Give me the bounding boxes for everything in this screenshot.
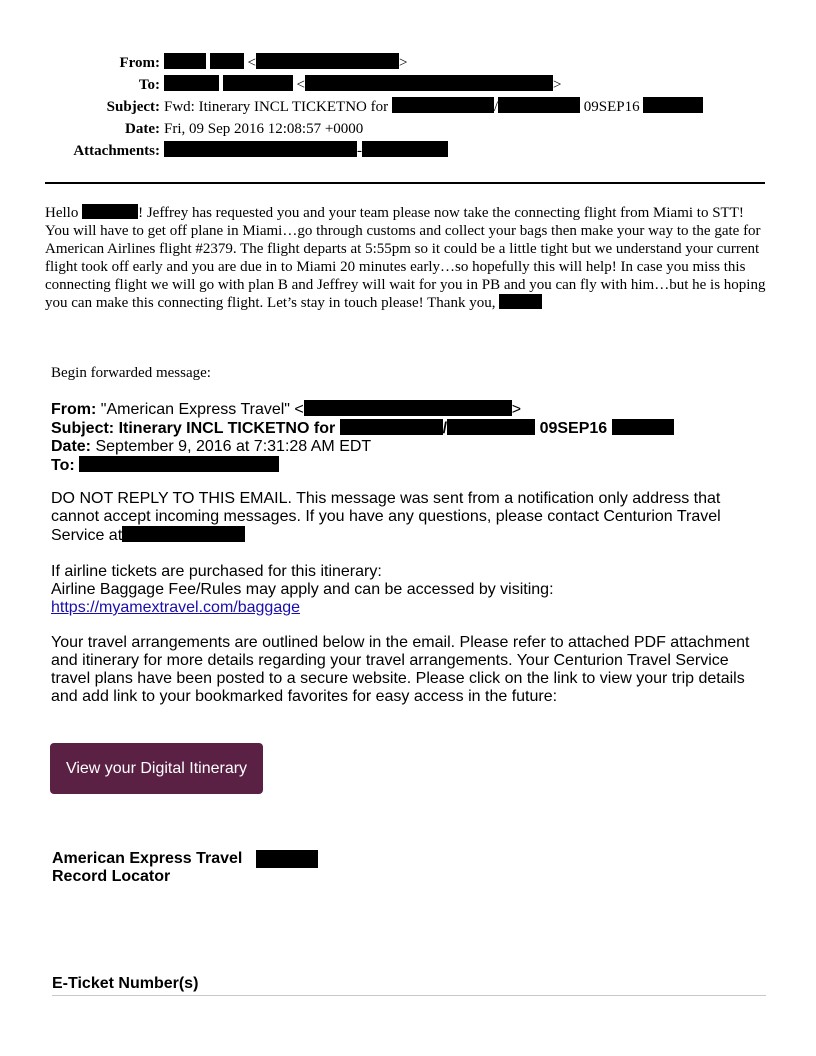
subject-value <box>164 96 703 118</box>
greeting: Hello <box>45 205 79 221</box>
attachments-label: Attachments: <box>73 143 160 159</box>
notice-paragraph <box>51 490 771 545</box>
redacted-fwd-subject-name-2 <box>447 419 535 435</box>
fwd-from-row <box>51 400 674 419</box>
redacted-fwd-subject-code <box>612 419 674 435</box>
email-header <box>0 52 816 162</box>
subject-date: 09SEP16 <box>583 99 640 115</box>
forwarded-header <box>51 400 674 475</box>
fwd-subject-label: Subject: <box>51 420 115 437</box>
from-label: From: <box>119 55 160 71</box>
record-locator-line-2: Record Locator <box>52 868 171 885</box>
arrangements-paragraph: Your travel arrangements are outlined below in the email. Please refer to attached PDF attachment and itinerary for more details regarding your travel arrangements. Your Centurion Travel Service travel plans have been posted to a secure website. Please click on the link to view your trip details and add link to your bookmarked favorites for easy access in the future: <box>51 634 750 705</box>
date-value: Fri, 09 Sep 2016 12:08:57 +0000 <box>164 121 364 137</box>
view-digital-itinerary-button[interactable]: View your Digital Itinerary <box>50 743 263 794</box>
from-lt: < <box>247 55 256 71</box>
to-row <box>0 74 816 96</box>
from-value <box>164 52 407 74</box>
baggage-line-2: Airline Baggage Fee/Rules may apply and can be accessed by visiting: <box>51 581 554 598</box>
eticket-heading: E-Ticket Number(s) <box>52 975 199 992</box>
fwd-to-label: To: <box>51 457 75 474</box>
subject-slash: / <box>493 99 499 115</box>
redacted-recipient-name <box>82 204 138 219</box>
redacted-fwd-subject-name-1 <box>340 419 443 435</box>
record-locator-label <box>52 850 242 886</box>
redacted-phone-number <box>122 526 245 542</box>
to-label: To: <box>138 77 160 93</box>
fwd-date-label: Date: <box>51 438 92 455</box>
fwd-date-row <box>51 438 674 456</box>
subject-label: Subject: <box>106 99 160 115</box>
fwd-subject-value: Itinerary INCL TICKETNO for <box>118 420 336 437</box>
fwd-to-row <box>51 456 674 475</box>
redacted-to-first-name <box>164 75 219 91</box>
fwd-from-gt: > <box>511 401 522 418</box>
redacted-to-last-name <box>223 75 293 91</box>
redacted-fwd-to-email <box>79 456 279 472</box>
to-gt: > <box>552 77 562 93</box>
fwd-from-value: "American Express Travel" < <box>100 401 304 418</box>
attachments-row <box>0 140 816 162</box>
date-label: Date: <box>125 121 160 137</box>
baggage-paragraph <box>51 563 771 617</box>
subject-row <box>0 96 816 118</box>
baggage-line-1: If airline tickets are purchased for this itinerary: <box>51 563 382 580</box>
header-divider <box>45 182 765 184</box>
fwd-date-value: September 9, 2016 at 7:31:28 AM EDT <box>95 438 372 455</box>
redacted-signature <box>499 294 542 309</box>
fwd-subject-slash: / <box>442 420 448 437</box>
date-row <box>0 118 816 140</box>
redacted-attachment-name <box>164 141 357 157</box>
redacted-from-first-name <box>164 53 206 69</box>
intro-body: ! Jeffrey has requested you and your team please now take the connecting flight from Miami to STT! You will have to get off plane in Miami…go through customs and collect your bags then make your way to the gate for American Airlines flight #2379. The flight departs at 5:55pm so it could be a little tight but we understand your current flight took off early and you are due in to Miami 20 minutes early…so hopefully this will help! In case you miss this connecting flight we will go with plan B and Jeffrey will wait for you in PB and you can fly with him…but he is hoping you can make this connecting flight. Let’s stay in touch please! Thank you, <box>45 205 766 311</box>
redacted-fwd-from-email <box>304 400 512 416</box>
attachment-dash: - <box>357 143 362 159</box>
fwd-subject-date: 09SEP16 <box>539 420 608 437</box>
redacted-attachment-suffix <box>362 141 448 157</box>
eticket-divider <box>52 995 766 996</box>
redacted-subject-name-1 <box>392 97 494 113</box>
redacted-to-email <box>305 75 553 91</box>
from-row <box>0 52 816 74</box>
subject-text: Fwd: Itinerary INCL TICKETNO for <box>164 99 389 115</box>
from-gt: > <box>398 55 408 71</box>
forwarded-begin: Begin forwarded message: <box>51 365 211 381</box>
redacted-from-email <box>256 53 399 69</box>
redacted-record-locator <box>256 850 318 868</box>
to-value <box>164 74 561 96</box>
baggage-link[interactable]: https://myamextravel.com/baggage <box>51 599 301 616</box>
redacted-subject-code <box>643 97 703 113</box>
fwd-from-label: From: <box>51 401 97 418</box>
attachments-value[interactable] <box>164 140 448 162</box>
fwd-subject-row <box>51 419 674 438</box>
to-lt: < <box>296 77 305 93</box>
redacted-subject-name-2 <box>498 97 580 113</box>
intro-message <box>45 204 770 312</box>
record-locator-line-1: American Express Travel <box>52 850 243 867</box>
redacted-from-last-name <box>210 53 244 69</box>
notice-text: DO NOT REPLY TO THIS EMAIL. This message was sent from a notification only address that cannot accept incoming messages. If you have any questions, please contact Centurion Travel Service at <box>51 490 721 544</box>
